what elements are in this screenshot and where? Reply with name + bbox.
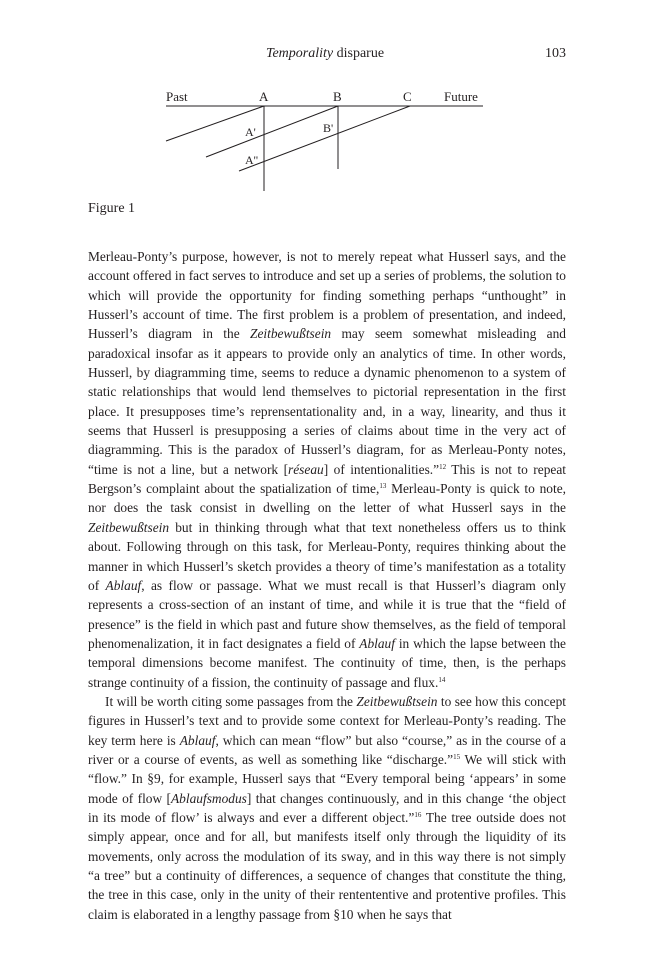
- paragraph: Merleau-Ponty’s purpose, however, is not to merely repeat what Husserl says, and the account offered in fact serves to introduce and set up a series of problems, the solution to which will provide the opportunity for finding something perhaps “unthought” in Husserl’s account of time. The first problem is a problem of presentation, and indeed, Husserl’s diagram in the Zeitbewußtsein may seem somewhat misleading and paradoxical insofar as it appears to provide only an analytics of time. In other words, Husserl, by diagramming time, seems to reduce a dynamic phenomenon to a system of static relationships that would lend themselves to pictorial representation in the first place. It presupposes time’s reprensentationality and, in a way, linearity, and thus it seems that Husserl is presupposing a series of claims about time in the very act of diagramming. This is the paradox of Husserl’s diagram, for as Merleau-Ponty notes, “time is not a line, but a network [réseau] of intentionalities.”$^{12}$ This is not to repeat Bergson’s complaint about the spatialization of time,$^{13}$ Merleau-Ponty is quick to note, nor does the task consist in dwelling on the letter of what Husserl says in the Zeitbewußtsein but in thinking through what that text nonetheless offers us to think about. Following through on this task, for Merleau-Ponty, requires thinking about the manner in which Husserl’s sketch provides a theory of time’s manifestation as a totality of Ablauf, as flow or passage. What we must recall is that Husserl’s diagram only represents a cross-section of an instant of time, and while it is true that the “field of presence” is the field in which past and future show themselves, as the field of temporal phenomenalization, it in fact designates a field of Ablauf in which the lapse between the temporal dimensions become manifest. The continuity of time, then, is the perhaps strange continuity of a fission, the continuity of passage and flux.$^{14}$: [88, 249, 566, 690]
- label-b-prime: B': [323, 121, 334, 135]
- label-c: C: [403, 89, 412, 104]
- label-b: B: [333, 89, 342, 104]
- label-a-prime: A': [245, 125, 256, 139]
- label-a-double-prime: A'': [245, 153, 258, 167]
- diagonal-line-b: [206, 106, 338, 157]
- running-title-rest: disparue: [333, 46, 385, 61]
- body-text: [88, 247, 566, 924]
- figure-caption: Figure 1: [88, 201, 136, 216]
- label-past: Past: [166, 89, 188, 104]
- label-future: Future: [444, 89, 478, 104]
- label-a: A: [259, 89, 269, 104]
- time-diagram: [0, 84, 650, 194]
- running-head: [0, 46, 650, 64]
- running-title-italic: Temporality: [265, 46, 334, 61]
- diagonal-line-c: [239, 106, 410, 171]
- paragraph: It will be worth citing some passages from the Zeitbewußtsein to see how this concept figures in Husserl’s text and to provide some context for Merleau-Ponty’s reading. The key term here is Ablauf, which can mean “flow” but also “course,” as in the course of a river or a course of events, as well as something like “discharge.”$^{15}$ We will stick with “flow.” In §9, for example, Husserl says that “Every temporal being ‘appears’ in some mode of flow [Ablaufsmodus] that changes continuously, and in this change ‘the object in its mode of flow’ is always and ever a different object.”$^{16}$ The tree outside does not simply appear, once and for all, but manifests itself only through the liquidity of its movements, only across the modulation of its sway, and in this way there is not simply “a tree” but a continuity of differences, a sequence of changes that constitute the thing, the tree in this case, only in the unity of their rentententive and protentive profiles. This claim is elaborated in a lengthy passage from §10 when he says that: [88, 693, 567, 922]
- time-diagram-figure: [0, 84, 650, 194]
- page-number: 103: [545, 46, 566, 61]
